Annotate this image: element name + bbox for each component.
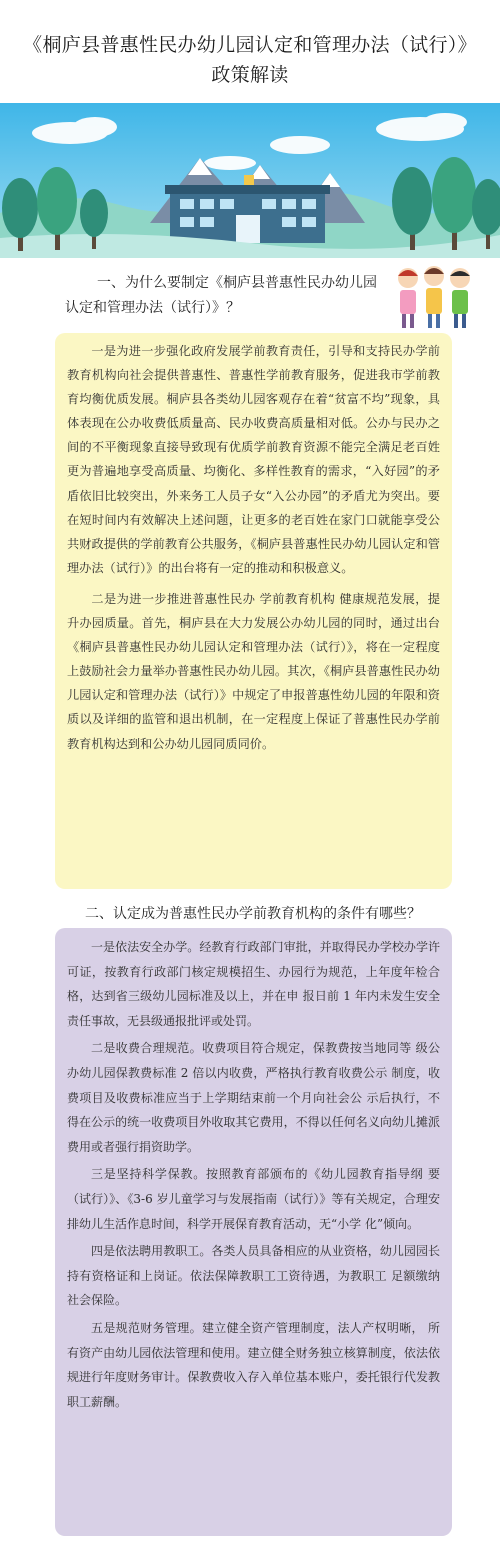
- section2-paragraph: 二是收费合理规范。收费项目符合规定，保教费按当地同等 级公办幼儿园保教费标准 2 倍以内收费，严格执行教育收费公示 制度，收费项目及收费标准应当于上学期结束前一个月向社会公 示后执行，不得在公示的统一收费项目外收取其它费用，不得以任何名义向幼儿摊派费用或者强行捐资助学。: [67, 1041, 440, 1154]
- section2-paragraph: 五是规范财务管理。建立健全资产管理制度，法人产权明晰， 所有资产由幼儿园依法管理和使用。建立健全财务独立核算制度，依法依规进行年度财务审计。保教费收入存入单位基本账户，委托银行代发教职工薪酬。: [67, 1320, 440, 1409]
- page-title-line2: 政策解读: [211, 64, 289, 86]
- section1-answer-box: [55, 333, 452, 889]
- child-icon: [398, 268, 418, 328]
- kindergarten-banner: [0, 103, 500, 258]
- section1-heading-line2: 认定和管理办法（试行）》？: [65, 300, 240, 316]
- children-illustration: [392, 262, 476, 332]
- section1-paragraph: 一是为进一步强化政府发展学前教育责任，引导和支持民办学前教育机构向社会提供普惠性、普惠性学前教育服务，促进我市学前教育均衡优质发展。桐庐县各类幼儿园客观存在着“贫富不均”现象，具体表现在公办收费低质量高、民办收费高质量相对低。公办与民办之间的不平衡现象直接导致现有优质学前教育资源不能完全满足老百姓更为普遍地享受高质量、均衡化、多样性教育的需求，“入好园”的矛盾依旧比较突出，外来务工人员子女“入公办园”的矛盾尤为突出。要在短时间内有效解决上述问题，让更多的老百姓在家门口就能享受公共财政提供的学前教育公共服务，《桐庐县普惠性民办幼儿园认定和管理办法（试行）》的出台将有一定的推动和积极意义。: [67, 344, 440, 575]
- child-icon: [424, 266, 444, 328]
- school-building-icon: [165, 175, 330, 243]
- section1-paragraph: 二是为进一步推进普惠性民办 学前教育机构 健康规范发展，提升办园质量。首先，桐庐县在大力发展公办幼儿园的同时，通过出台《桐庐县普惠性民办幼儿园认定和管理办法（试行）》，将在一定程度上鼓励社会力量举办普惠性民办幼儿园。其次，《桐庐县普惠性民办幼儿园认定和管理办法（试行）》中规定了申报普惠性幼儿园的年限和资质以及详细的监管和退出机制，在一定程度上保证了普惠性民办学前教育机构达到和公办幼儿园同质同价。: [67, 591, 440, 751]
- section2-paragraph: 四是依法聘用教职工。各类人员具备相应的从业资格，幼儿园园长持有资格证和上岗证。依法保障教职工工资待遇，为教职工 足额缴纳社会保险。: [67, 1244, 440, 1308]
- section2-paragraph: 三是坚持科学保教。按照教育部颁布的《幼儿园教育指导纲 要（试行）》、《3-6 岁儿童学习与发展指南（试行）》等有关规定，合理安排幼儿生活作息时间，科学开展保育教育活动，无“小学 化”倾向。: [67, 1167, 440, 1231]
- page-title-line1: 《桐庐县普惠性民办幼儿园认定和管理办法（试行）》: [23, 34, 477, 56]
- section2-heading: 二、认定成为普惠性民办学前教育机构的条件有哪些？: [85, 906, 421, 922]
- section2-answer-box: [55, 928, 452, 1536]
- section1-heading-line1: 一、为什么要制定《桐庐县普惠性民办幼儿园: [97, 275, 377, 291]
- page-title: [0, 30, 500, 90]
- section2-paragraph: 一是依法安全办学。经教育行政部门审批，并取得民办学校办学许可证，按教育行政部门核定规模招生、办园行为规范，上年度年检合格，达到省三级幼儿园标准及以上，并在申 报日前 1 年内未发生安全责任事故，无县级通报批评或处罚。: [67, 940, 440, 1028]
- child-icon: [450, 268, 470, 328]
- section1-heading: [65, 271, 395, 321]
